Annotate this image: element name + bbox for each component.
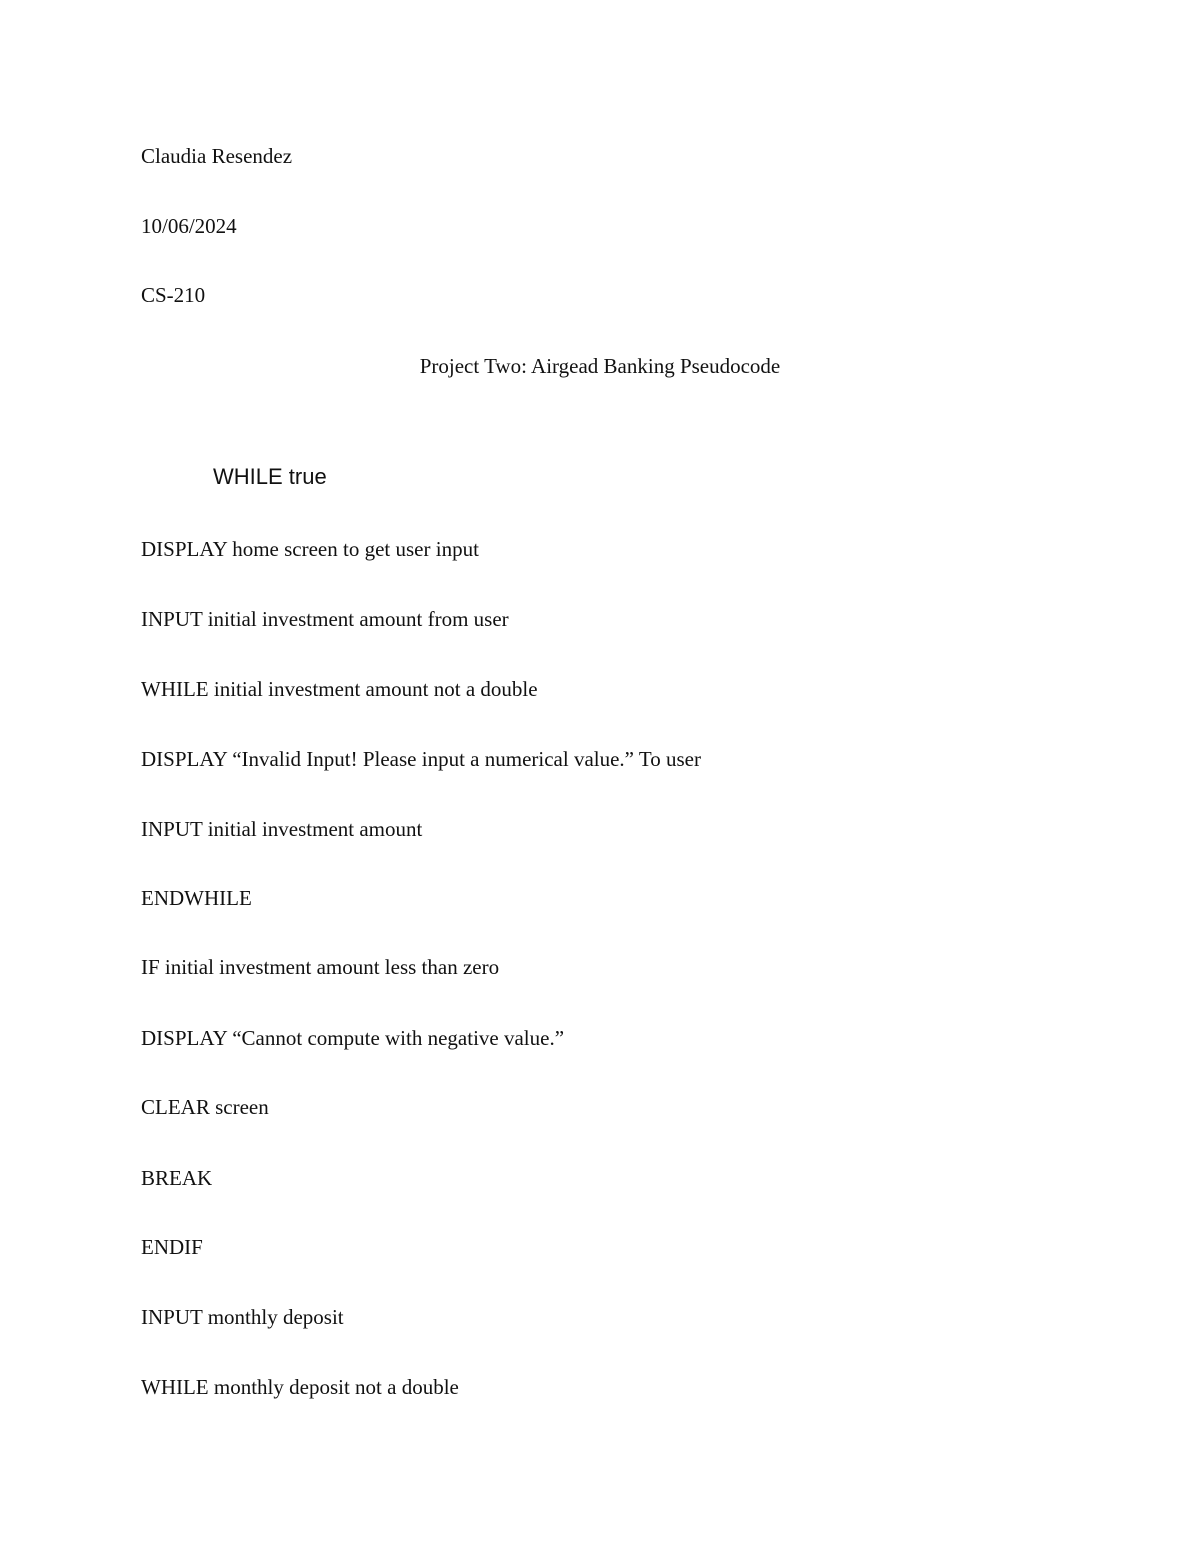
pseudocode-line: DISPLAY home screen to get user input (141, 537, 479, 561)
pseudocode-line: CLEAR screen (141, 1095, 269, 1119)
pseudocode-line: WHILE monthly deposit not a double (141, 1375, 459, 1399)
author-name: Claudia Resendez (141, 144, 293, 168)
pseudocode-line: IF initial investment amount less than zero (141, 955, 500, 979)
pseudocode-line: INPUT monthly deposit (141, 1305, 344, 1329)
pseudocode-line: BREAK (141, 1166, 213, 1190)
pseudocode-line: DISPLAY “Invalid Input! Please input a numerical value.” To user (141, 747, 701, 771)
pseudocode-line: INPUT initial investment amount (141, 817, 423, 841)
pseudocode-line: ENDIF (141, 1235, 203, 1259)
pseudocode-line: INPUT initial investment amount from user (141, 607, 509, 631)
document-title: Project Two: Airgead Banking Pseudocode (419, 354, 781, 378)
pseudocode-line: WHILE initial investment amount not a double (141, 677, 538, 701)
pseudocode-line: DISPLAY “Cannot compute with negative value.” (141, 1026, 565, 1050)
document-date: 10/06/2024 (141, 214, 237, 238)
pseudocode-heading: WHILE true (213, 464, 327, 489)
pseudocode-line: ENDWHILE (141, 886, 252, 910)
course-code: CS-210 (141, 283, 206, 307)
